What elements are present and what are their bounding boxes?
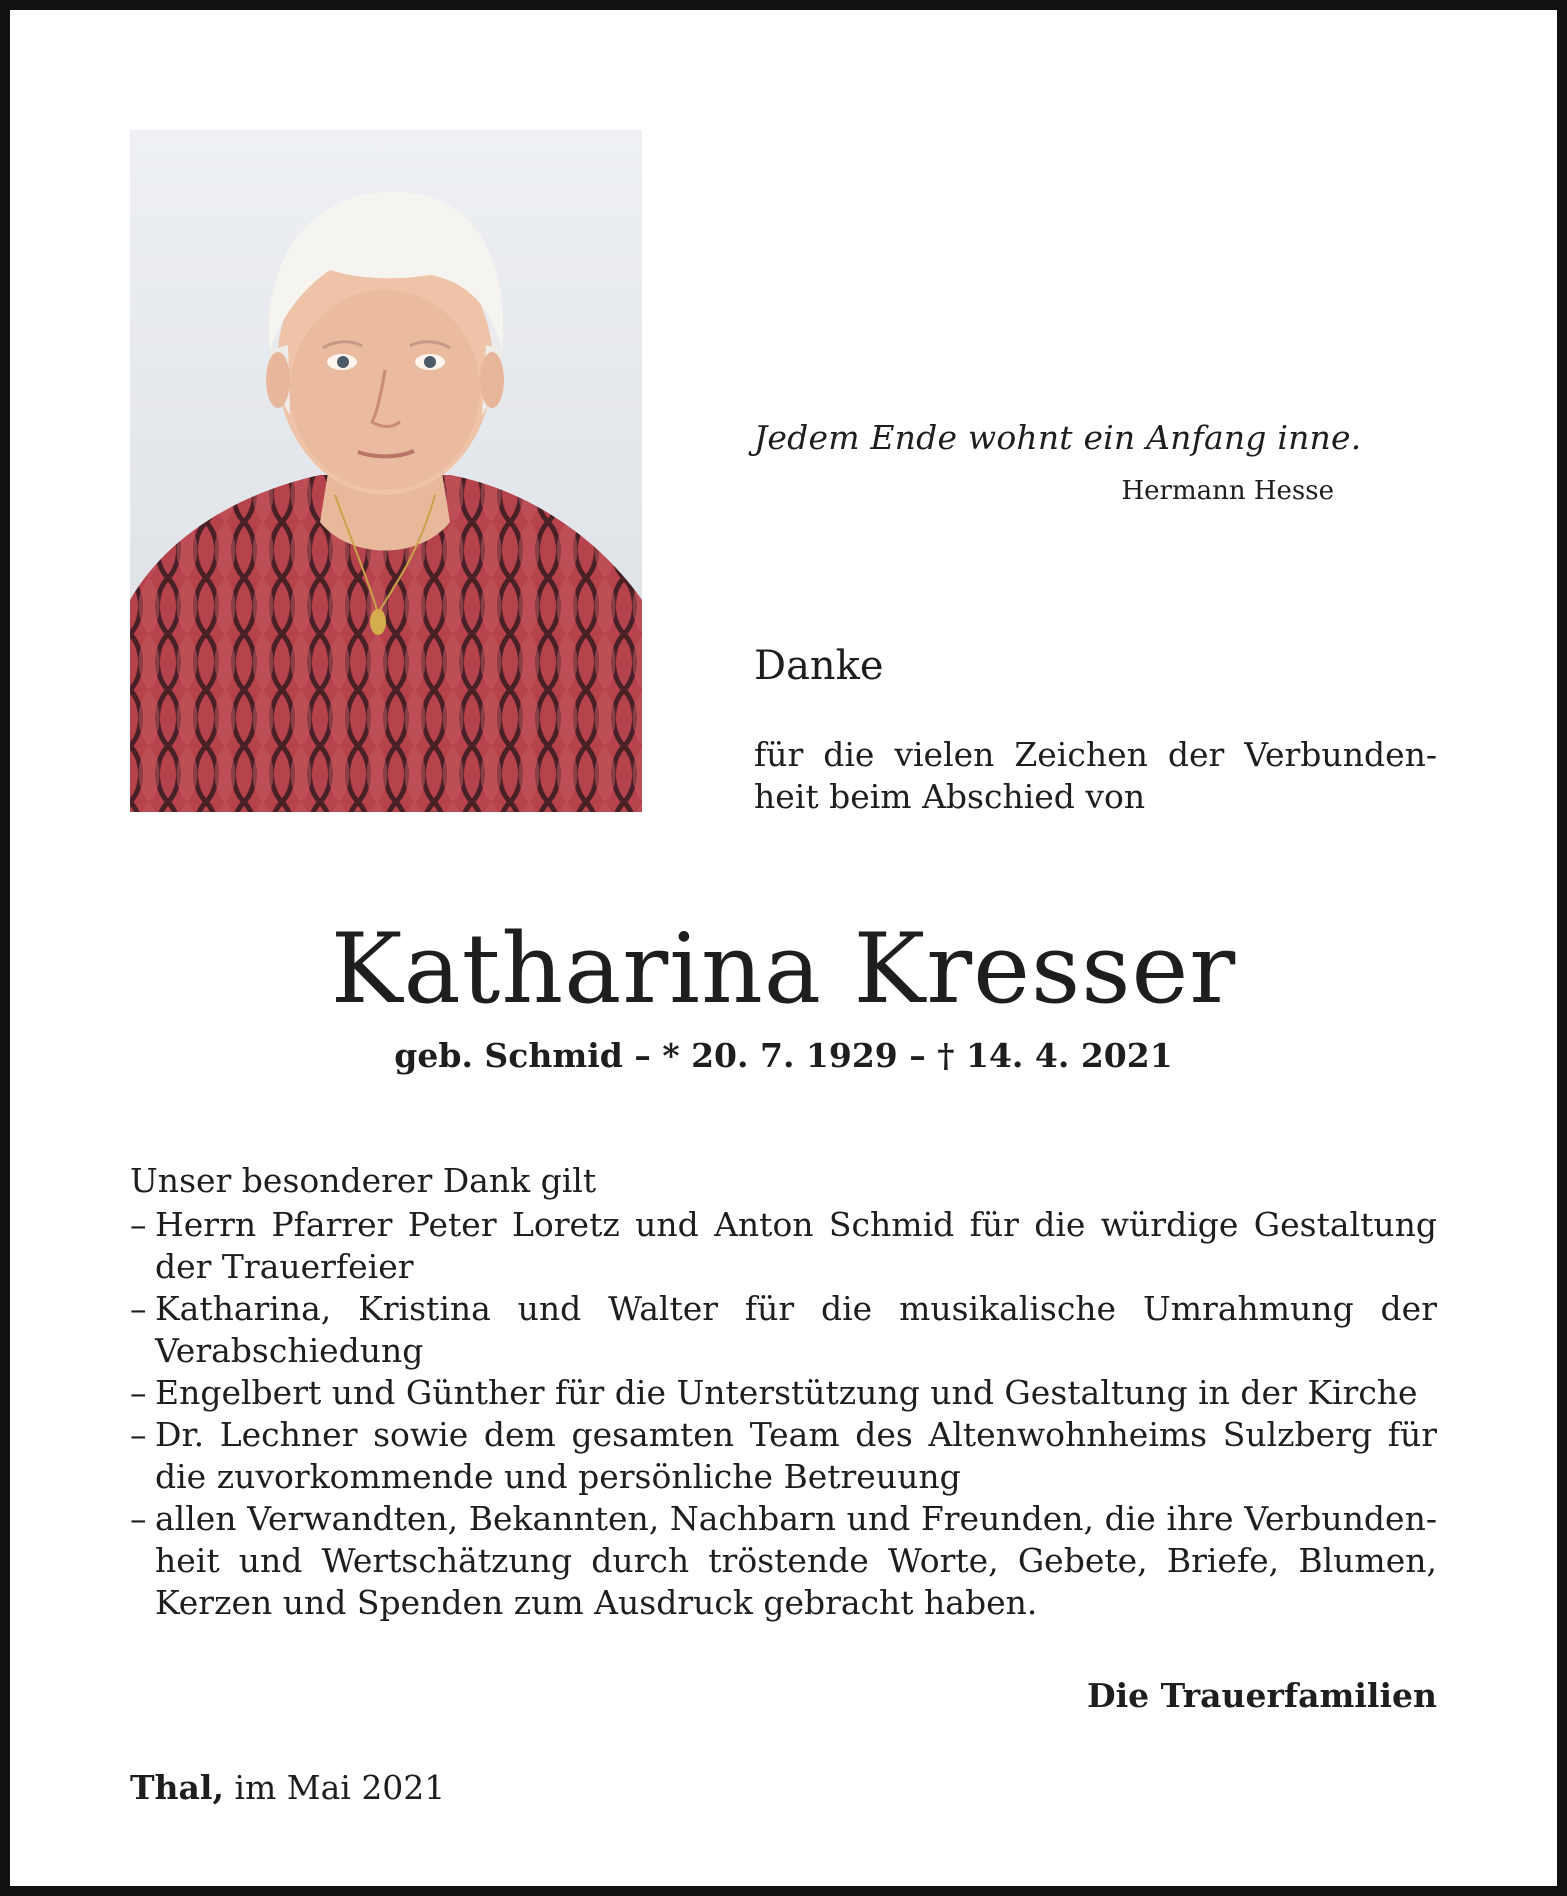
quote-author: Hermann Hesse xyxy=(1121,476,1334,506)
thanks-section xyxy=(130,1160,1437,1624)
thanks-list xyxy=(130,1204,1437,1624)
portrait-photo xyxy=(130,130,642,812)
thanks-intro: Unser besonderer Dank gilt xyxy=(130,1161,597,1200)
dash-bullet: – xyxy=(130,1415,147,1454)
signoff: Die Trauerfamilien xyxy=(1086,1676,1437,1715)
list-item xyxy=(130,1372,1437,1414)
place-date xyxy=(130,1768,445,1807)
dash-bullet: – xyxy=(130,1289,147,1328)
list-item-text: Katharina, Kristina und Walter für die musikalische Umrahmung der Verabschiedung xyxy=(155,1289,1437,1370)
dash-bullet: – xyxy=(130,1373,147,1412)
list-item xyxy=(130,1288,1437,1372)
dash-bullet: – xyxy=(130,1499,147,1538)
list-item-text: Dr. Lechner sowie dem gesamten Team des Altenwohnheims Sulzberg für die zuvorkommende und persönliche Betreuung xyxy=(155,1415,1437,1496)
list-item-text: Herrn Pfarrer Peter Loretz und Anton Schmid für die würdige Gestaltung der Trauerfeier xyxy=(155,1205,1437,1286)
list-item xyxy=(130,1414,1437,1498)
heading-danke: Danke xyxy=(754,643,884,689)
place: Thal, xyxy=(130,1768,224,1807)
list-item xyxy=(130,1498,1437,1624)
list-item-text: allen Verwandten, Bekannten, Nachbarn und Freunden, die ihre Verbunden-heit und Wertschätzung durch tröstende Worte, Gebete, Briefe, Blumen, Kerzen und Spenden zum Ausdruck gebracht haben. xyxy=(155,1499,1437,1622)
intro-line: heit beim Abschied von xyxy=(754,777,1146,816)
intro-line: für die vielen Zeichen der Verbunden- xyxy=(754,735,1437,774)
list-item-text: Engelbert und Günther für die Unterstützung und Gestaltung in der Kirche xyxy=(155,1373,1418,1412)
list-item xyxy=(130,1204,1437,1288)
deceased-name: Katharina Kresser xyxy=(330,913,1237,1025)
dash-bullet: – xyxy=(130,1205,147,1244)
quote-text: Jedem Ende wohnt ein Anfang inne. xyxy=(754,418,1362,457)
date: im Mai 2021 xyxy=(234,1768,446,1807)
birth-death-details: geb. Schmid – * 20. 7. 1929 – † 14. 4. 2021 xyxy=(394,1036,1173,1075)
intro-text xyxy=(754,734,1437,818)
